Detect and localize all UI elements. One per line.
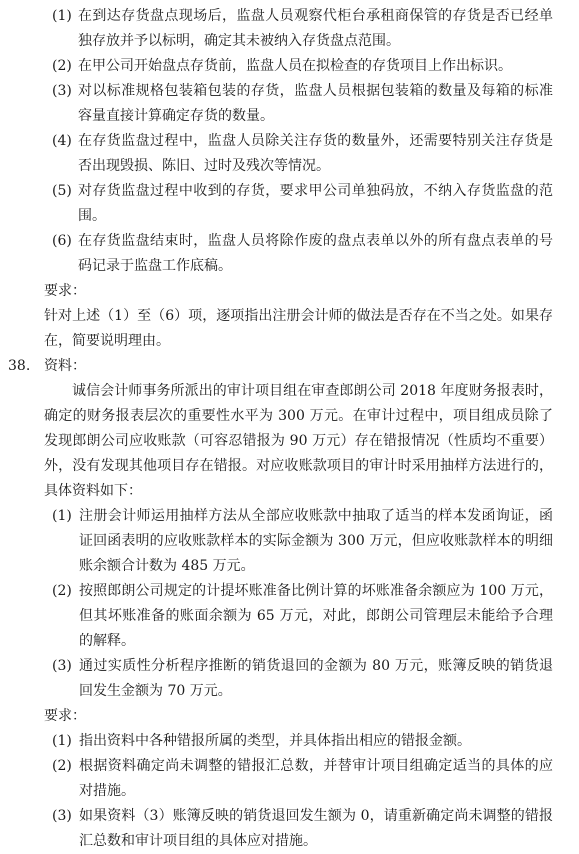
item-text: 根据资料确定尚未调整的错报汇总数，并替审计项目组确定适当的具体的应对措施。	[79, 758, 553, 799]
requirement-label: 要求：	[44, 708, 86, 724]
item-text: 如果资料（3）账簿反映的销货退回发生额为 0，请重新确定尚未调整的错报汇总数和审计项目组的具体应对措施。	[79, 808, 553, 849]
list-item	[0, 654, 579, 704]
item-text: 对以标准规格包装箱包装的存货，监盘人员根据包装箱的数量及每箱的标准容量直接计算确定存货的数量。	[78, 83, 553, 124]
requirement-item	[0, 804, 579, 854]
question-label: 资料：	[44, 358, 86, 374]
requirement-text: 针对上述（1）至（6）项，逐项指出注册会计师的做法是否存在不当之处。如果存在，简要说明理由。	[44, 308, 553, 349]
list-item	[0, 229, 579, 279]
item-number: (2)	[52, 583, 72, 599]
item-number: (1)	[52, 8, 72, 24]
item-number: (3)	[52, 808, 72, 824]
question-number: 38.	[8, 358, 31, 374]
list-item	[0, 54, 579, 79]
item-number: (2)	[52, 758, 72, 774]
item-number: (1)	[52, 508, 72, 524]
item-text: 在甲公司开始盘点存货前，监盘人员在拟检查的存货项目上作出标识。	[78, 58, 512, 74]
item-text: 在到达存货盘点现场后，监盘人员观察代柜台承租商保管的存货是否已经单独存放并予以标明，确定其未被纳入存货盘点范围。	[78, 8, 553, 49]
list-item	[0, 129, 579, 179]
question-header	[0, 354, 579, 379]
item-text: 在存货监盘结束时，监盘人员将除作废的盘点表单以外的所有盘点表单的号码记录于监盘工作底稿。	[78, 233, 553, 274]
requirement-item	[0, 729, 579, 754]
item-text: 对存货监盘过程中收到的存货，要求甲公司单独码放，不纳入存货监盘的范围。	[78, 183, 553, 224]
list-item	[0, 579, 579, 654]
question-intro: 诚信会计师事务所派出的审计项目组在审查郎朗公司 2018 年度财务报表时，确定的财务报表层次的重要性水平为 300 万元。在审计过程中，项目组成员除了发现郎朗公司应收账款（可容忍错报为 90 万元）存在错报情况（性质均不重要）外，没有发现其他项目存在错报。对应收账款项目的审计时采用抽样方法进行的，具体资料如下：	[44, 383, 553, 499]
item-number: (2)	[52, 58, 72, 74]
item-number: (4)	[52, 133, 72, 149]
item-text: 指出资料中各种错报所属的类型，并具体指出相应的错报金额。	[79, 733, 471, 749]
document-page	[0, 4, 579, 854]
list-item	[0, 179, 579, 229]
list-item	[0, 79, 579, 129]
item-number: (5)	[52, 183, 72, 199]
item-number: (3)	[52, 83, 72, 99]
item-text: 注册会计师运用抽样方法从全部应收账款中抽取了适当的样本发函询证，函证回函表明的应收账款样本的实际金额为 300 万元，但应收账款样本的明细账余额合计数为 485 万元。	[79, 508, 553, 574]
requirement-label: 要求：	[44, 283, 86, 299]
requirement-item	[0, 754, 579, 804]
list-item	[0, 4, 579, 54]
item-text: 在存货监盘过程中，监盘人员除关注存货的数量外，还需要特别关注存货是否出现毁损、陈旧、过时及残次等情况。	[78, 133, 553, 174]
item-text: 通过实质性分析程序推断的销货退回的金额为 80 万元，账簿反映的销货退回发生金额为 70 万元。	[79, 658, 553, 699]
item-number: (6)	[52, 233, 72, 249]
item-number: (1)	[52, 733, 72, 749]
item-text: 按照郎朗公司规定的计提坏账准备比例计算的坏账准备余额应为 100 万元，但其坏账准备的账面余额为 65 万元，对此，郎朗公司管理层未能给予合理的解释。	[79, 583, 553, 649]
list-item	[0, 504, 579, 579]
item-number: (3)	[52, 658, 72, 674]
